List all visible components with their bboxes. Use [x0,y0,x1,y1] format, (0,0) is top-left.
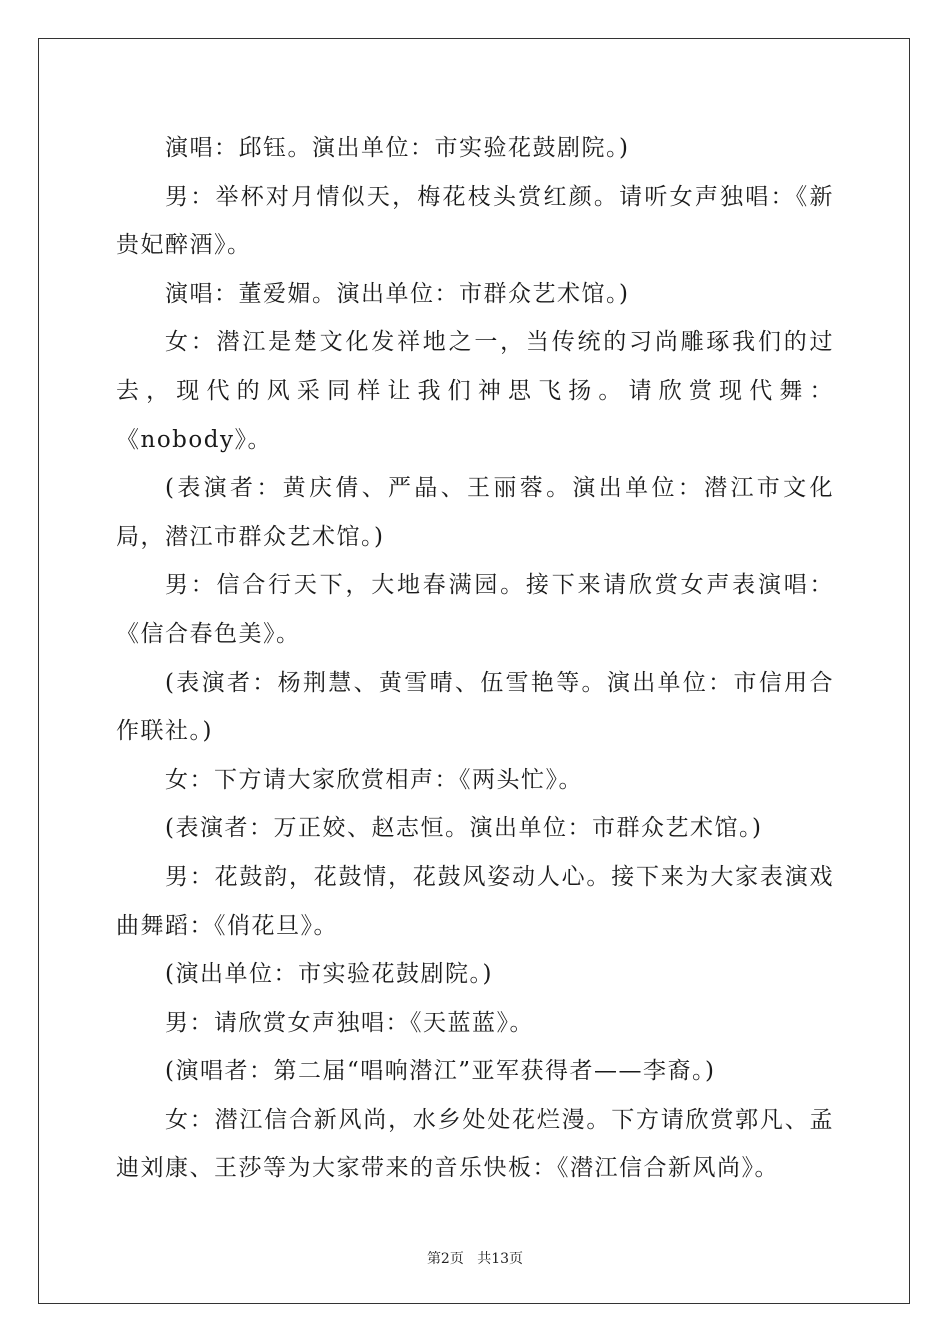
paragraph: 女：潜江信合新风尚，水乡处处花烂漫。下方请欣赏郭凡、孟迪刘康、王莎等为大家带来的音乐快板：《潜江信合新风尚》。 [116,1106,834,1182]
paragraph: 演唱：董爱媚。演出单位：市群众艺术馆。) [165,280,630,307]
paragraph: 男：请欣赏女声独唱：《天蓝蓝》。 [165,1009,534,1036]
document-body [116,124,834,1193]
paragraph: 演唱：邱钰。演出单位：市实验花鼓剧院。) [165,135,630,161]
paragraph: (演出单位：市实验花鼓剧院。) [165,961,493,988]
paragraph: 男：花鼓韵，花鼓情，花鼓风姿动人心。接下来为大家表演戏曲舞蹈：《俏花旦》。 [116,863,834,939]
paragraph: (演唱者：第二届“唱响潜江”亚军获得者——李裔。) [165,1058,716,1085]
current-page-number: 第2页 [426,1251,464,1267]
paragraph: (表演者：杨荆慧、黄雪晴、伍雪艳等。演出单位：市信用合作联社。) [116,669,834,745]
page-footer [0,1248,950,1268]
paragraph: 男：举杯对月情似天，梅花枝头赏红颜。请听女声独唱：《新贵妃醉酒》。 [116,183,834,259]
total-pages: 共13页 [477,1251,524,1267]
paragraph: 男：信合行天下，大地春满园。接下来请欣赏女声表演唱：《信合春色美》。 [116,572,834,647]
paragraph: (表演者：黄庆倩、严晶、王丽蓉。演出单位：潜江市文化局，潜江市群众艺术馆。) [116,475,834,550]
paragraph: 女：潜江是楚文化发祥地之一，当传统的习尚雕琢我们的过去，现代的风采同样让我们神思飞扬。请欣赏现代舞：《nobody》。 [116,329,834,453]
paragraph: (表演者：万正姣、赵志恒。演出单位：市群众艺术馆。) [165,815,763,842]
paragraph: 女：下方请大家欣赏相声：《两头忙》。 [165,766,583,793]
